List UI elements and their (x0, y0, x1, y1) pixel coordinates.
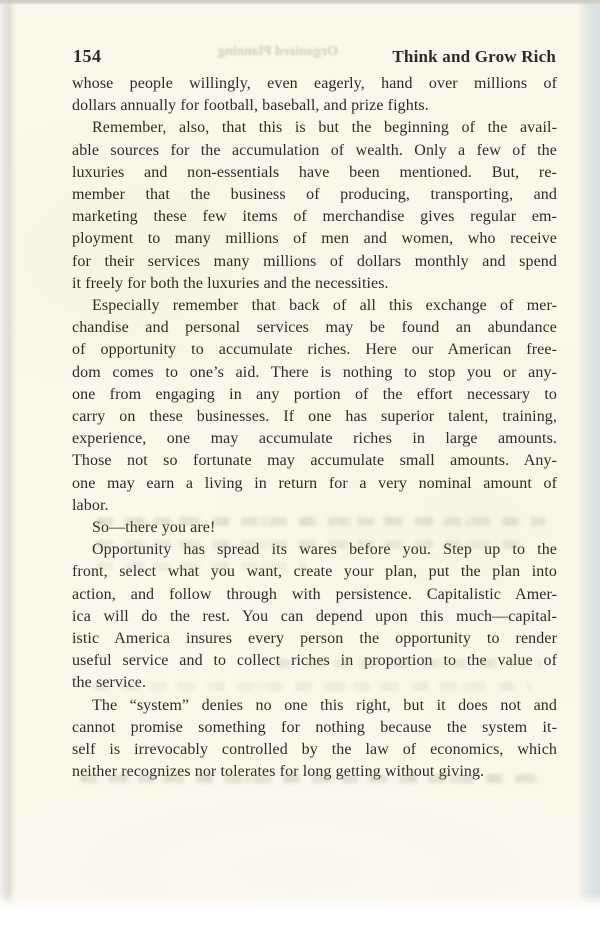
text-line: chandise and personal services may be found an abundance (72, 319, 557, 337)
text-line: for their services many millions of dollars monthly and spend (72, 252, 557, 270)
text-line: istic America insures every person the opportunity to render (72, 630, 557, 648)
text-line: self is irrevocably controlled by the law of economics, which (72, 741, 557, 759)
text-line: The “system” denies no one this right, but it does not and (92, 696, 557, 714)
text-line: So—there you are! (92, 519, 216, 537)
page-edge-left (0, 0, 16, 905)
text-line: it freely for both the luxuries and the necessities. (72, 274, 389, 292)
text-line: neither recognizes nor tolerates for long getting without giving. (72, 763, 485, 781)
text-line: marketing these few items of merchandise gives regular em- (72, 208, 557, 226)
text-line: ployment to many millions of men and women, who receive (72, 230, 557, 248)
text-line: cannot promise something for nothing because the system it- (72, 718, 557, 736)
text-line: Especially remember that back of all this exchange of mer- (92, 297, 557, 315)
text-line: action, and follow through with persistence. Capitalistic Amer- (72, 585, 557, 603)
text-line: of opportunity to accumulate riches. Here our American free- (72, 341, 557, 359)
text-line: dollars annually for football, baseball, and prize fights. (72, 97, 429, 115)
scan-bottom-fade (0, 893, 600, 915)
text-line: useful service and to collect riches in proportion to the value of (72, 652, 557, 670)
bleedthrough-smudge (92, 682, 532, 691)
bleedthrough-title: Organized Planning (217, 44, 339, 59)
text-line: dom comes to one’s aid. There is nothing to stop you or any- (72, 363, 557, 381)
text-line: experience, one may accumulate riches in large amounts. (72, 430, 557, 448)
text-line: Opportunity has spread its wares before you. Step up to the (92, 541, 557, 559)
bleedthrough-smudge (96, 540, 524, 549)
page-edge-right (577, 0, 600, 903)
text-line: whose people willingly, even eagerly, hand over millions of (72, 75, 557, 92)
text-line: labor. (72, 496, 109, 514)
text-line: front, select what you want, create your plan, put the plan into (72, 563, 557, 581)
page-number: 154 (73, 46, 102, 66)
text-line: carry on these businesses. If one has superior talent, training, (72, 408, 557, 426)
bleedthrough-smudge (96, 562, 306, 571)
bleedthrough-smudge (96, 517, 546, 526)
text-line: Those not so fortunate may accumulate small amounts. Any- (72, 452, 557, 470)
text-line: able sources for the accumulation of wealth. Only a few of the (72, 141, 557, 159)
text-line: one from engaging in any portion of the effort necessary to (72, 385, 557, 403)
text-line: the service. (72, 674, 147, 692)
body-text (72, 73, 557, 784)
text-line: member that the business of producing, transporting, and (72, 186, 557, 204)
text-line: luxuries and non-essentials have been mentioned. But, re- (72, 163, 557, 181)
text-line: Remember, also, that this is but the beginning of the avail- (92, 119, 557, 137)
page-header (73, 46, 556, 67)
page-edge-top (0, 0, 600, 5)
bleedthrough-smudge (80, 774, 538, 783)
text-line: one may earn a living in return for a very nominal amount of (72, 474, 557, 492)
bleedthrough-smudge (276, 659, 542, 668)
running-title: Think and Grow Rich (392, 47, 556, 66)
text-line: ica will do the rest. You can depend upon this much—capital- (72, 607, 557, 625)
